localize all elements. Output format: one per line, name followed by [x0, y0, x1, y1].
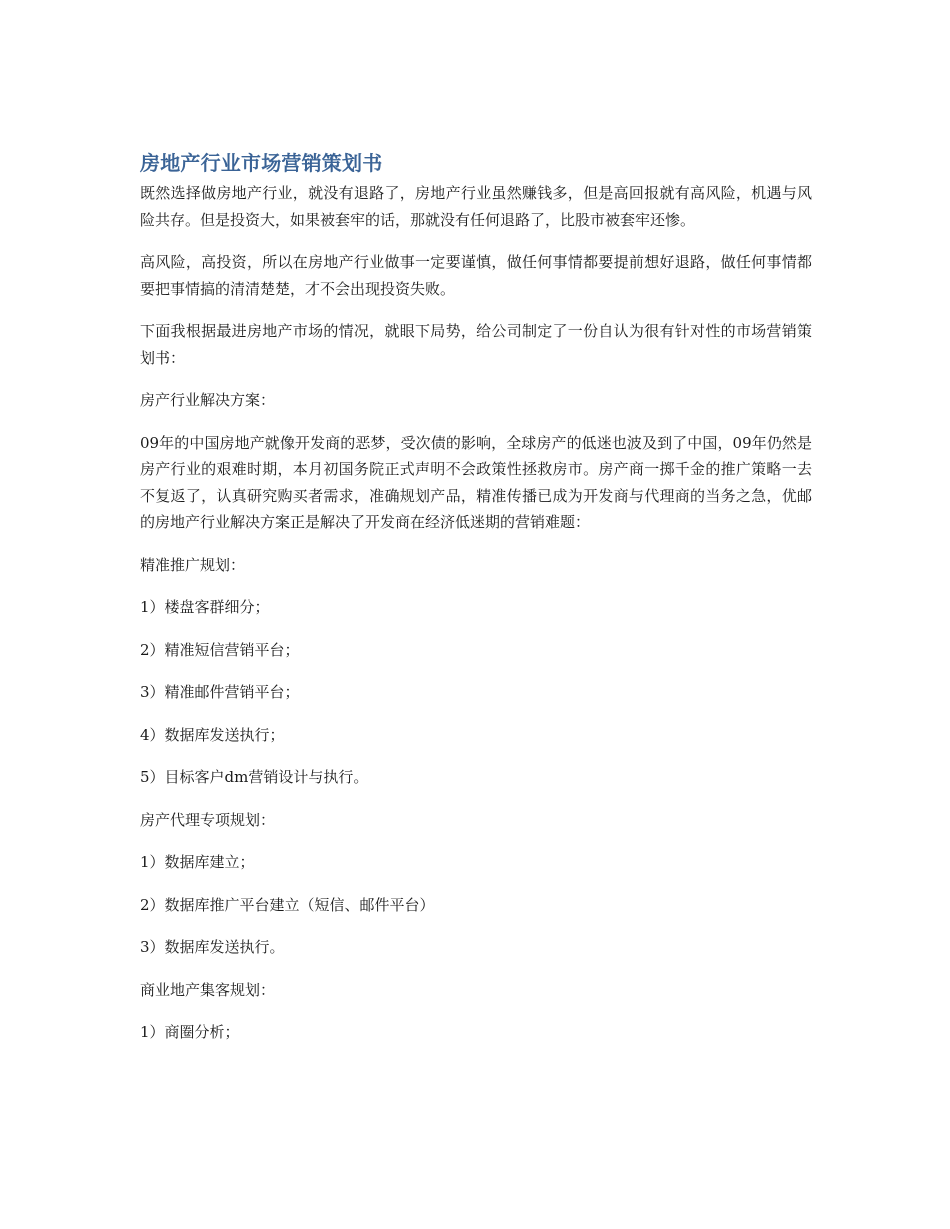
paragraph-intro: 既然选择做房地产行业，就没有退路了，房地产行业虽然赚钱多，但是高回报就有高风险，机遇与风险共存。但是投资大，如果被套牢的话，那就没有任何退路了，比股市被套牢还惨。 — [140, 184, 812, 229]
list-item: 3）数据库发送执行。 — [140, 938, 285, 956]
document-page — [140, 148, 812, 1062]
list-item: 1）商圈分析； — [140, 1023, 240, 1041]
paragraph-market-context: 09年的中国房地产就像开发商的恶梦，受次债的影响，全球房产的低迷也波及到了中国，09年仍然是房产行业的艰难时期，本月初国务院正式声明不会政策性拯救房市。房产商一掷千金的推广策略一去不复返了，认真研究购买者需求，准确规划产品，精准传播已成为开发商与代理商的当务之急，优邮的房地产行业解决方案正是解决了开发商在经济低迷期的营销难题： — [140, 433, 812, 531]
list-item: 4）数据库发送执行； — [140, 725, 285, 744]
section-heading-solution: 房产行业解决方案： — [140, 391, 276, 409]
list-item: 5）目标客户dm营销设计与执行。 — [140, 768, 369, 786]
list-item: 2）精准短信营销平台； — [140, 640, 300, 659]
section-heading-agency-plan: 房产代理专项规划： — [140, 810, 276, 829]
list-item: 3）精准邮件营销平台； — [140, 683, 300, 701]
paragraph-risk: 高风险，高投资，所以在房地产行业做事一定要谨慎，做任何事情都要提前想好退路，做任何事情都要把事情搞的清清楚楚，才不会出现投资失败。 — [140, 253, 812, 298]
list-item: 1）数据库建立； — [140, 853, 255, 871]
section-heading-precise-promotion: 精准推广规划： — [140, 555, 246, 574]
list-item: 2）数据库推广平台建立（短信、邮件平台） — [140, 895, 435, 914]
document-title: 房地产行业市场营销策划书 — [140, 151, 383, 175]
list-item: 1）楼盘客群细分； — [140, 598, 270, 616]
section-heading-commercial-plan: 商业地产集客规划： — [140, 980, 276, 999]
paragraph-plan-intro: 下面我根据最进房地产市场的情况，就眼下局势，给公司制定了一份自认为很有针对性的市场营销策划书： — [140, 322, 812, 367]
